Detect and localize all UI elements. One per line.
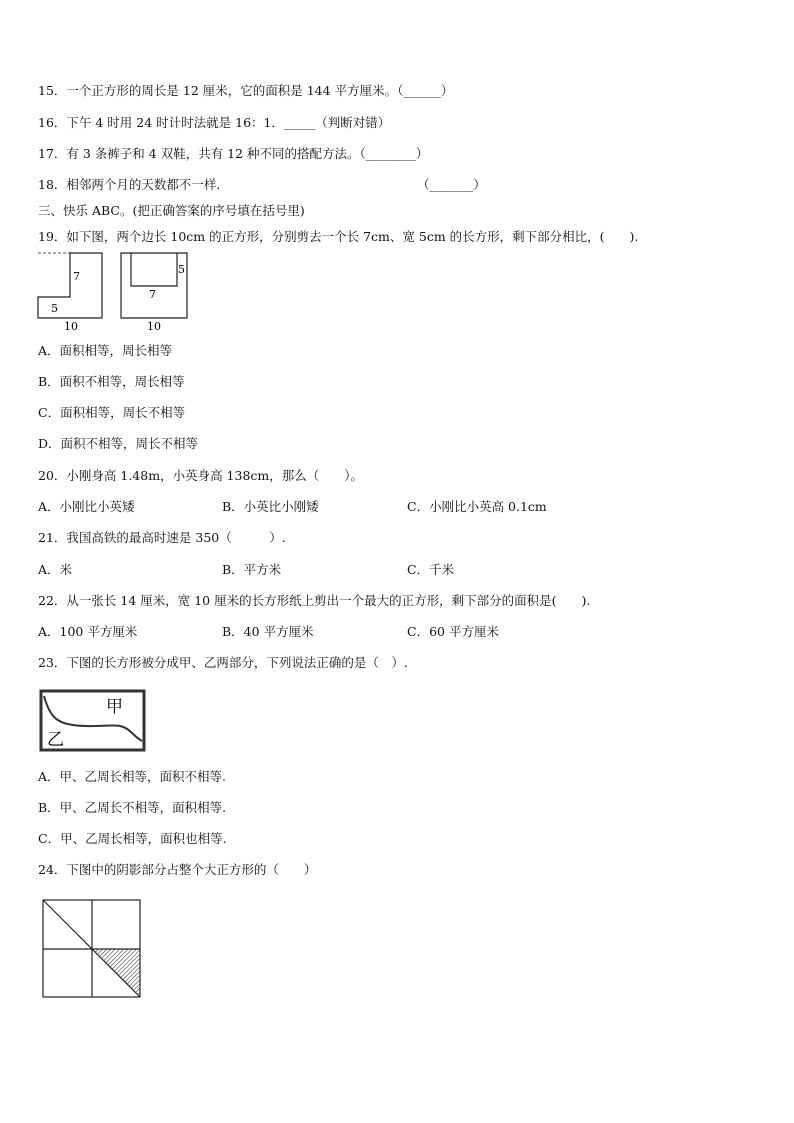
- q19-left-label-7: 7: [73, 270, 80, 283]
- q19-option-b: B．面积不相等，周长相等: [38, 374, 185, 389]
- q19-right-label-5: 5: [178, 263, 185, 276]
- q22: 22．从一张长 14 厘米，宽 10 厘米的长方形纸上剪出一个最大的正方形，剩下部分的面积是( ).: [38, 593, 591, 608]
- q19-option-d: D．面积不相等，周长不相等: [38, 436, 199, 451]
- q22-option-c: C．60 平方厘米: [407, 624, 499, 639]
- q21-option-a: A．米: [38, 562, 73, 577]
- q19-left-label-10: 10: [64, 320, 78, 333]
- q20: 20．小刚身高 1.48m，小英身高 138cm，那么（ ）。: [38, 468, 364, 483]
- q18-answer-blank: （_______）: [417, 177, 486, 192]
- q19-option-c: C．面积相等，周长不相等: [38, 405, 186, 420]
- q20-option-a: A．小刚比小英矮: [38, 499, 135, 514]
- q19-option-a: A．面积相等，周长相等: [38, 343, 173, 358]
- q24-figure: [42, 899, 142, 999]
- q21: 21．我国高铁的最高时速是 350（ ）.: [38, 530, 286, 545]
- section-3-heading: 三、快乐 ABC。(把正确答案的序号填在括号里): [38, 203, 305, 218]
- q16: 16．下午 4 时用 24 时计时法就是 16：1．_____（判断对错）: [38, 115, 391, 130]
- q19-left-label-5: 5: [51, 302, 58, 315]
- q22-option-a: A．100 平方厘米: [38, 624, 138, 639]
- q18: 18．相邻两个月的天数都不一样．: [38, 177, 229, 192]
- q23-label-jia: 甲: [106, 697, 123, 717]
- q15: 15．一个正方形的周长是 12 厘米，它的面积是 144 平方厘米。（______）: [38, 83, 454, 98]
- q23-label-yi: 乙: [47, 730, 64, 750]
- q19: 19．如下图，两个边长 10cm 的正方形，分别剪去一个长 7cm、宽 5cm 的长方形，剩下部分相比，( ).: [38, 229, 639, 244]
- q20-option-c: C．小刚比小英高 0.1cm: [407, 499, 547, 514]
- q23-option-c: C．甲、乙周长相等，面积也相等.: [38, 831, 227, 846]
- q24: 24．下图中的阴影部分占整个大正方形的（ ）: [38, 862, 317, 877]
- q22-option-b: B．40 平方厘米: [222, 624, 314, 639]
- q23-option-a: A．甲、乙周长相等，面积不相等.: [38, 769, 227, 784]
- q23-figure: [38, 688, 148, 754]
- q20-option-b: B．小英比小刚矮: [222, 499, 319, 514]
- q23: 23．下图的长方形被分成甲、乙两部分，下列说法正确的是（ ）.: [38, 655, 408, 670]
- q21-option-c: C．千米: [407, 562, 455, 577]
- q23-option-b: B．甲、乙周长不相等，面积相等.: [38, 800, 227, 815]
- q21-option-b: B．平方米: [222, 562, 282, 577]
- q19-right-label-7: 7: [149, 288, 156, 301]
- q19-figure: [36, 250, 196, 335]
- q19-right-label-10: 10: [147, 320, 161, 333]
- q17: 17．有 3 条裤子和 4 双鞋，共有 12 种不同的搭配方法。（________）: [38, 146, 429, 161]
